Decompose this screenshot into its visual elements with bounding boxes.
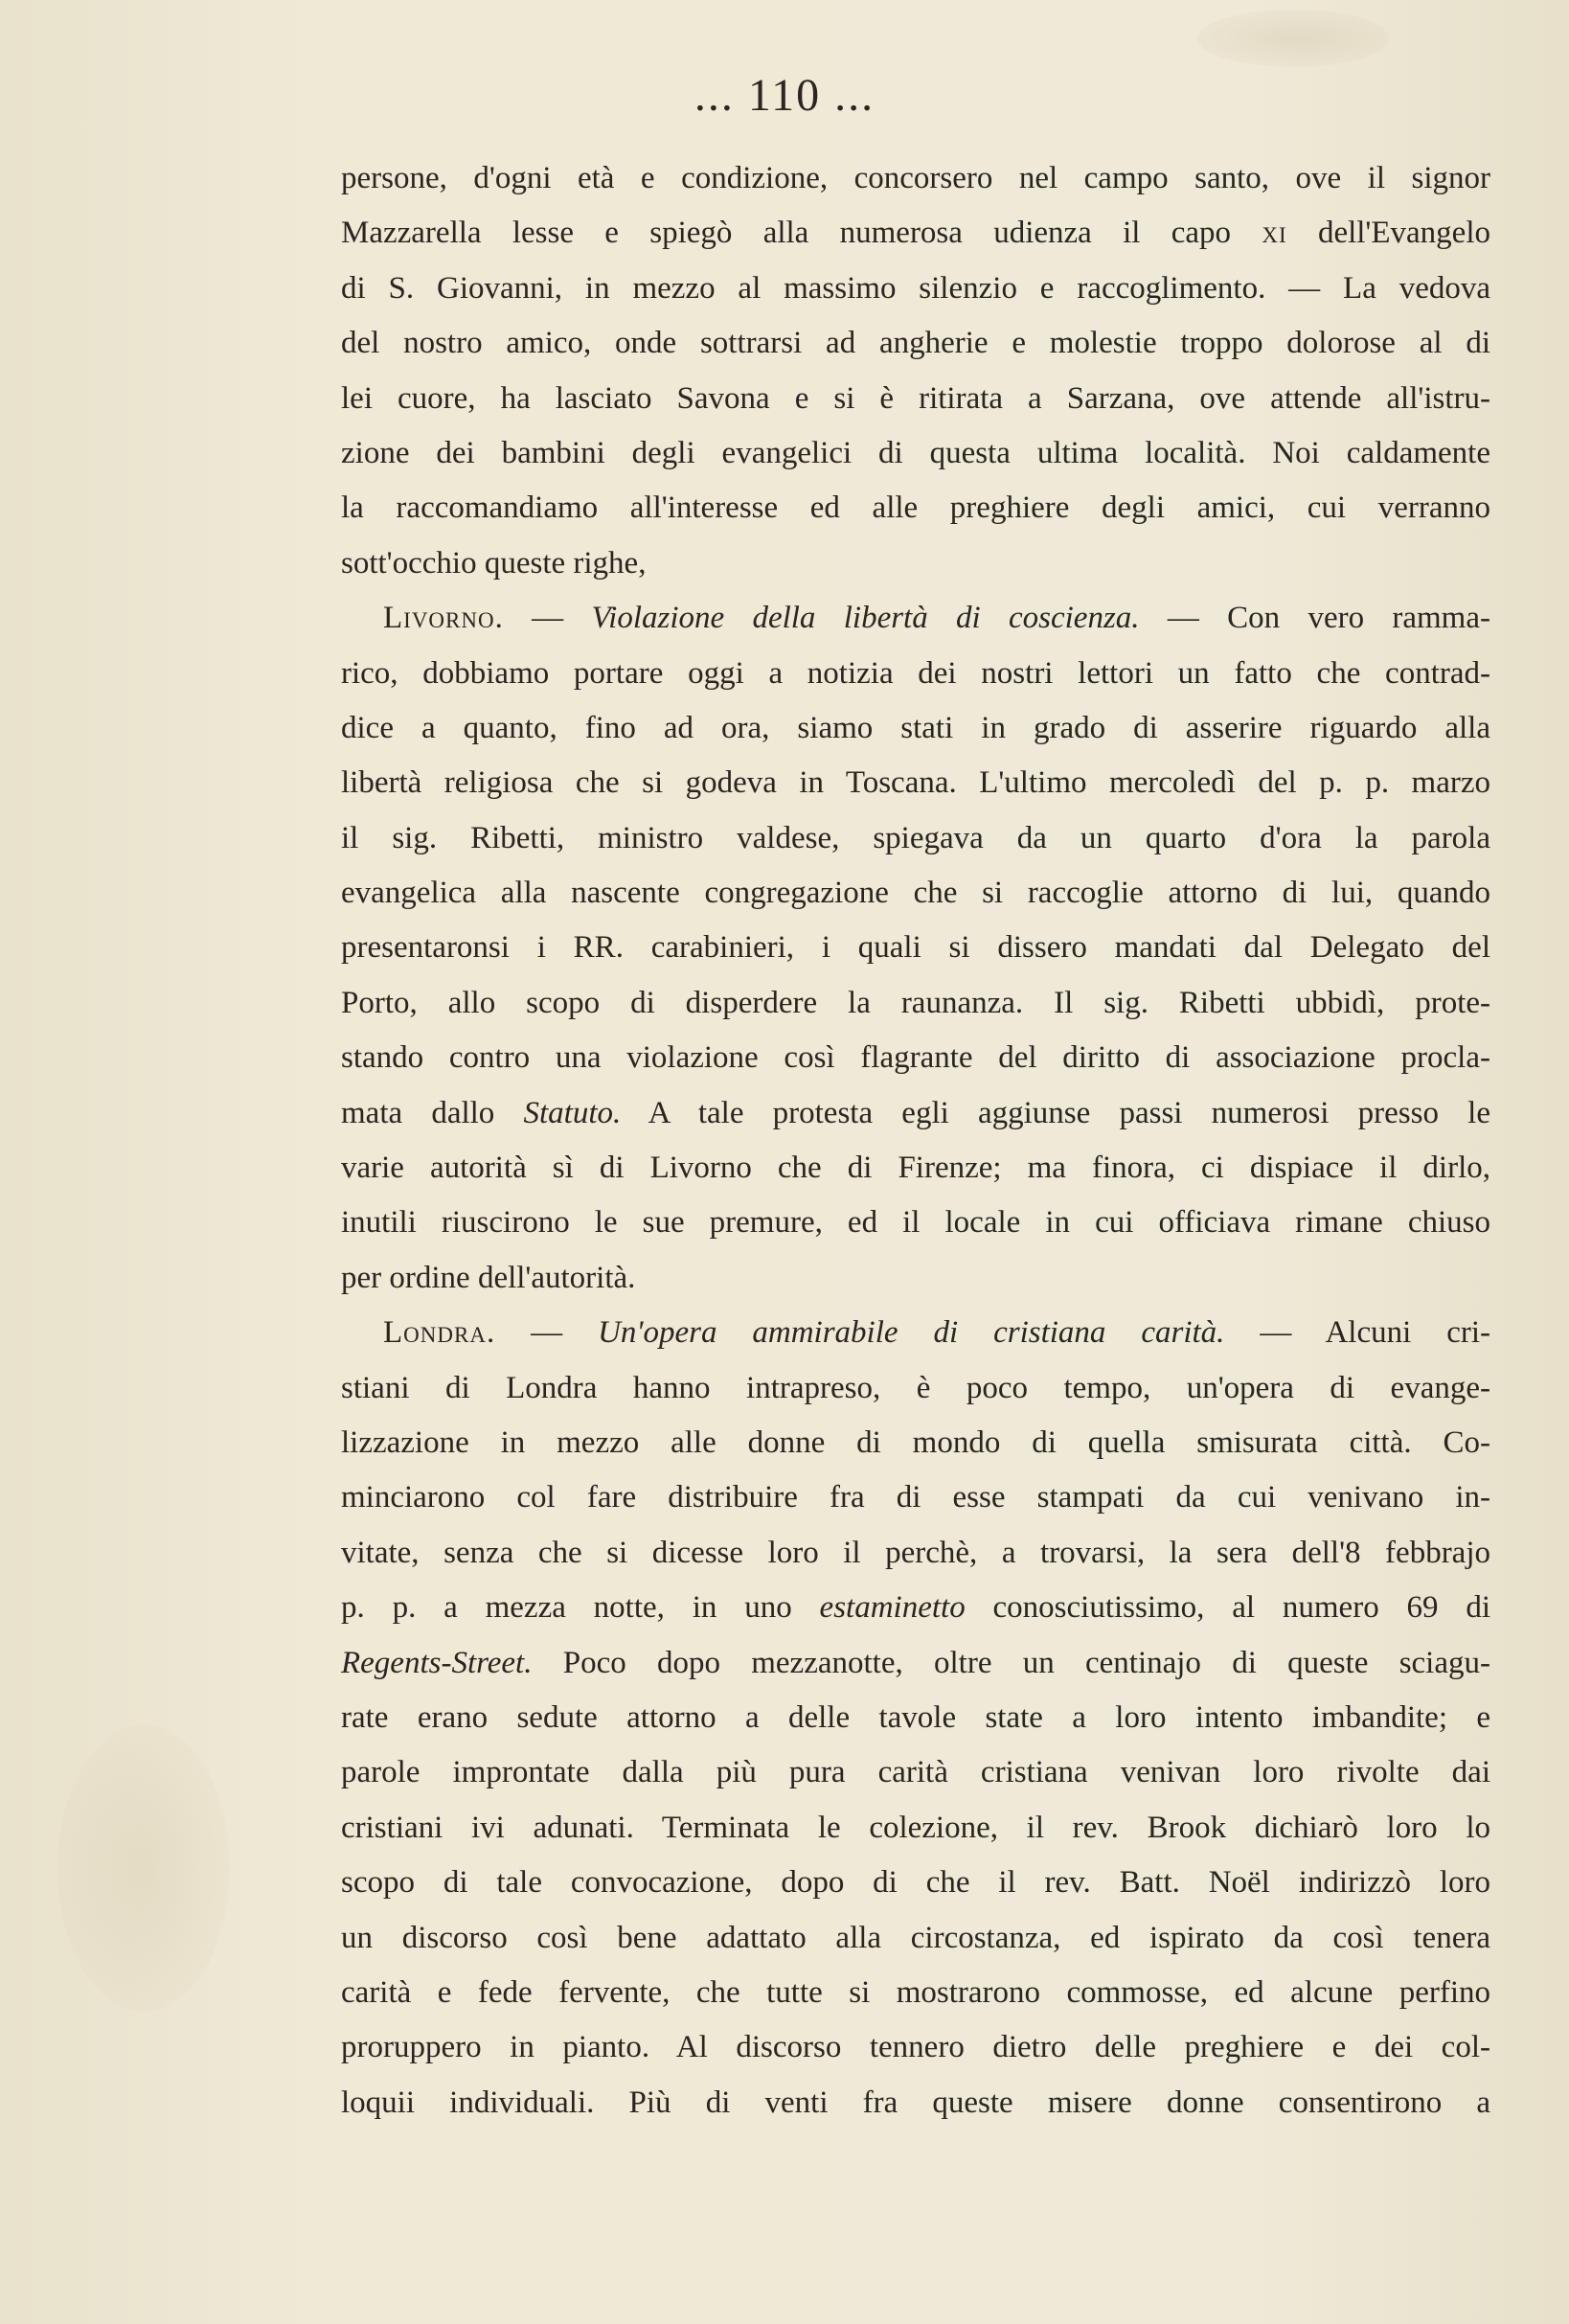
text-run: loquii individuali. Più di venti fra queste misere donne consentirono a [341, 2085, 1490, 2120]
text-line [341, 2020, 1490, 2075]
text-run: Porto, allo scopo di disperdere la raunanza. Il sig. Ribetti ubbidì, prote- [341, 985, 1490, 1020]
text-line [341, 1306, 1490, 1360]
text-run: un discorso così bene adattato alla circostanza, ed ispirato da così tenera [341, 1920, 1490, 1955]
body-text [341, 151, 1490, 2130]
text-line [341, 866, 1490, 921]
text-line [341, 426, 1490, 481]
text-run: proruppero in pianto. Al discorso tennero dietro delle preghiere e dei col- [341, 2030, 1490, 2065]
text-line [341, 1251, 1490, 1306]
text-run: Mazzarella lesse e spiegò alla numerosa udienza il capo [341, 216, 1262, 251]
text-run: stando contro una violazione così flagrante del diritto di associazione procla- [341, 1040, 1490, 1076]
text-line [341, 921, 1490, 975]
text-run: — [503, 601, 592, 636]
text-line [341, 206, 1490, 261]
text-run: vitate, senza che si dicesse loro il perchè, a trovarsi, la sera dell'8 febbrajo [341, 1535, 1490, 1570]
text-line [341, 481, 1490, 535]
text-line [341, 1745, 1490, 1800]
text-run: rate erano sedute attorno a delle tavole state a loro intento imbandite; e [341, 1699, 1490, 1735]
section-heading: Livorno. [383, 601, 504, 636]
text-run: minciarono col fare distribuire fra di esse stampati da cui venivano in- [341, 1480, 1490, 1515]
page-header: ... 110 ... [694, 70, 875, 121]
text-line [341, 1416, 1490, 1470]
text-run: carità e fede fervente, che tutte si mostrarono commosse, ed alcune perfino [341, 1974, 1490, 2010]
text-line [341, 1196, 1490, 1250]
text-run: mata dallo [341, 1095, 524, 1130]
text-run: inutili riuscirono le sue premure, ed il locale in cui officiava rimane chiuso [341, 1205, 1490, 1241]
italic-text: Un'opera ammirabile di cristiana carità. [598, 1315, 1225, 1351]
italic-text: Regents-Street. [341, 1645, 533, 1680]
text-line [341, 647, 1490, 701]
text-line [341, 2076, 1490, 2130]
text-run: sott'occhio queste righe, [341, 545, 647, 581]
text-line [341, 976, 1490, 1031]
text-line [341, 756, 1490, 810]
text-run: — Con vero ramma- [1139, 601, 1490, 636]
text-line [341, 316, 1490, 371]
text-line [341, 1856, 1490, 1910]
italic-text: Statuto. [523, 1095, 622, 1130]
text-run: rico, dobbiamo portare oggi a notizia dei nostri lettori un fatto che contrad- [341, 655, 1490, 691]
text-run: p. p. a mezza notte, in uno [341, 1590, 820, 1626]
section-heading: Londra. [383, 1315, 496, 1351]
text-run: evangelica alla nascente congregazione che si raccoglie attorno di lui, quando [341, 876, 1490, 911]
italic-text: Violazione della libertà di coscienza. [591, 601, 1140, 636]
text-run: A tale protesta egli aggiunse passi numerosi presso le [621, 1095, 1490, 1130]
text-line [341, 1526, 1490, 1581]
text-run: per ordine dell'autorità. [341, 1260, 636, 1295]
text-run: lizzazione in mezzo alle donne di mondo di quella smisurata città. Co- [341, 1424, 1490, 1460]
text-line [341, 1801, 1490, 1856]
text-line [341, 701, 1490, 756]
text-run: libertà religiosa che si godeva in Toscana. L'ultimo mercoledì del p. p. marzo [341, 765, 1490, 801]
text-line [341, 372, 1490, 426]
text-line [341, 1141, 1490, 1196]
text-line [341, 262, 1490, 316]
text-run: varie autorità sì di Livorno che di Firenze; ma finora, ci dispiace il dirlo, [341, 1151, 1490, 1186]
paper-stain [1197, 10, 1389, 67]
text-run: dell'Evangelo [1286, 216, 1490, 251]
text-line [341, 536, 1490, 591]
text-run: stiani di Londra hanno intrapreso, è poco tempo, un'opera di evange- [341, 1370, 1490, 1405]
italic-text: estaminetto [819, 1590, 966, 1626]
text-run: — [495, 1315, 599, 1351]
paper-stain [57, 1724, 230, 2012]
text-run: zione dei bambini degli evangelici di questa ultima località. Noi caldamente [341, 435, 1490, 470]
text-line [341, 1911, 1490, 1966]
text-line [341, 151, 1490, 206]
text-run: lei cuore, ha lasciato Savona e si è ritirata a Sarzana, ove attende all'istru- [341, 380, 1490, 416]
text-run: conosciutissimo, al numero 69 di [965, 1590, 1490, 1626]
text-line [341, 811, 1490, 866]
text-run: persone, d'ogni età e condizione, concorsero nel campo santo, ove il signor [341, 161, 1490, 195]
text-run: il sig. Ribetti, ministro valdese, spiegava da un quarto d'ora la parola [341, 820, 1490, 855]
text-run: la raccomandiamo all'interesse ed alle preghiere degli amici, cui verranno [341, 490, 1490, 526]
text-run: parole improntate dalla più pura carità cristiana venivan loro rivolte dai [341, 1755, 1490, 1790]
text-line [341, 591, 1490, 646]
text-line [341, 1966, 1490, 2020]
text-run: scopo di tale convocazione, dopo di che il rev. Batt. Noël indirizzò loro [341, 1865, 1490, 1901]
text-run: dice a quanto, fino ad ora, siamo stati in grado di asserire riguardo alla [341, 710, 1490, 745]
text-line [341, 1581, 1490, 1635]
text-run: Poco dopo mezzanotte, oltre un centinajo di queste sciagu- [532, 1645, 1490, 1680]
text-run: presentaronsi i RR. carabinieri, i quali si dissero mandati dal Delegato del [341, 930, 1490, 966]
text-line [341, 1031, 1490, 1085]
text-run: di S. Giovanni, in mezzo al massimo silenzio e raccoglimento. — La vedova [341, 270, 1490, 306]
text-line [341, 1086, 1490, 1141]
text-run: cristiani ivi adunati. Terminata le colezione, il rev. Brook dichiarò loro lo [341, 1810, 1490, 1845]
text-line [341, 1470, 1490, 1525]
text-line [341, 1636, 1490, 1691]
text-line [341, 1361, 1490, 1416]
text-run: — Alcuni cri- [1224, 1315, 1491, 1351]
text-run: del nostro amico, onde sottrarsi ad angherie e molestie troppo dolorose al di [341, 326, 1490, 361]
text-line [341, 1691, 1490, 1745]
section-heading: xi [1262, 216, 1287, 251]
